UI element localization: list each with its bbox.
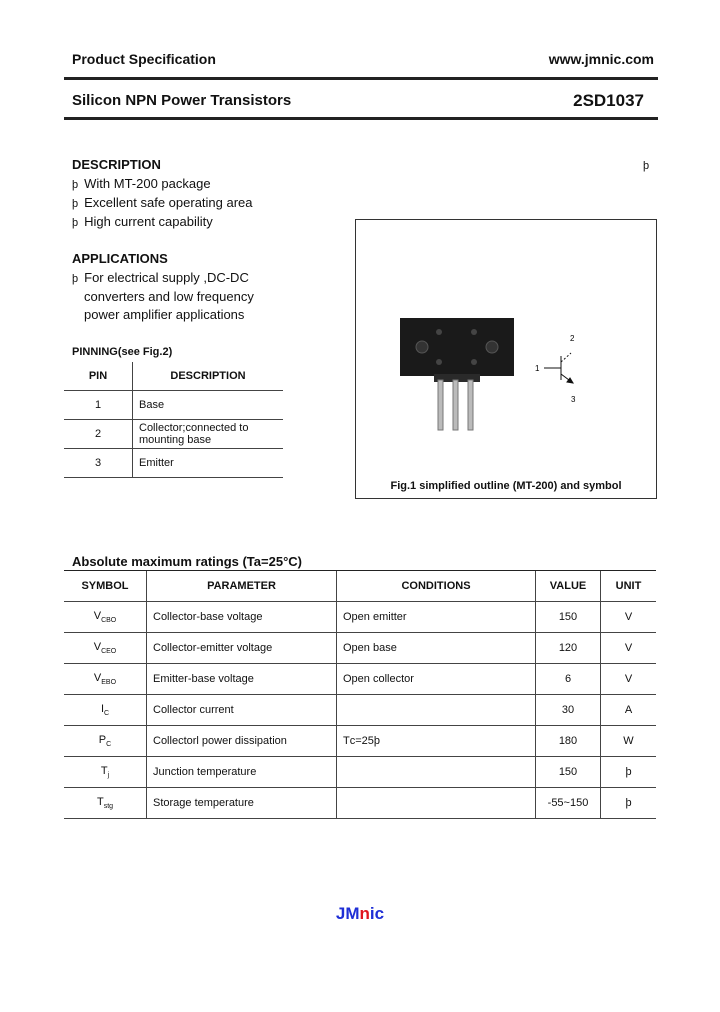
symbol-pin-3: 3 [571,395,576,404]
lead-1 [438,380,443,430]
pinning-table [64,362,283,478]
pin-desc-header: DESCRIPTION [133,362,284,391]
table-row: 3 Emitter [64,449,283,478]
col-unit: UNIT [601,571,657,602]
header-rule-bottom [64,117,658,120]
header-rule-top [64,77,658,80]
lead-3 [468,380,473,430]
description-title: DESCRIPTION [72,157,161,172]
stray-bullet: þ [643,160,650,172]
applications-line: converters and low frequency [84,289,254,304]
col-symbol: SYMBOL [64,571,147,602]
lead-2 [453,380,458,430]
npn-transistor-symbol [544,353,573,383]
product-line: Silicon NPN Power Transistors [72,92,292,109]
table-row: $P_C$ Collectorl power dissipation Tᴄ=25þ 180 W [64,726,656,757]
col-conditions: CONDITIONS [337,571,536,602]
doc-type: Product Specification [72,51,216,67]
table-row: $V_{CBO}$ Collector-base voltage Open emitter 150 V [64,602,656,633]
description-item: þ Excellent safe operating area [72,195,253,210]
table-row: $T_{stg}$ Storage temperature -55~150 þ [64,788,656,819]
applications-line: power amplifier applications [84,307,245,322]
symbol-pin-2: 2 [570,334,575,343]
applications-line: þ For electrical supply ,DC-DC [72,270,249,285]
part-number: 2SD1037 [573,91,644,110]
figure-box [355,219,657,499]
applications-title: APPLICATIONS [72,251,168,266]
col-parameter: PARAMETER [147,571,337,602]
description-item: þ With MT-200 package [72,176,211,191]
description-item: þ High current capability [72,214,213,229]
table-row: $V_{CEO}$ Collector-emitter voltage Open base 120 V [64,633,656,664]
table-row: $I_C$ Collector current 30 A [64,695,656,726]
pinning-title: PINNING(see Fig.2) [72,346,173,358]
symbol-pin-1: 1 [535,364,540,373]
ratings-title: Absolute maximum ratings (Ta=25°C) [72,554,302,569]
figure-caption: Fig.1 simplified outline (MT-200) and symbol [390,480,622,492]
pin-header: PIN [64,362,133,391]
col-value: VALUE [536,571,601,602]
jmnic-logo: JMnic [335,904,385,923]
table-row: $T_j$ Junction temperature 150 þ [64,757,656,788]
ratings-table [64,570,656,819]
table-row: 1 Base [64,391,283,420]
website: www.jmnic.com [548,51,654,67]
table-row: $V_{EBO}$ Emitter-base voltage Open collector 6 V [64,664,656,695]
table-row: 2 Collector;connected to mounting base [64,420,283,449]
package-outline-drawing [356,220,656,498]
